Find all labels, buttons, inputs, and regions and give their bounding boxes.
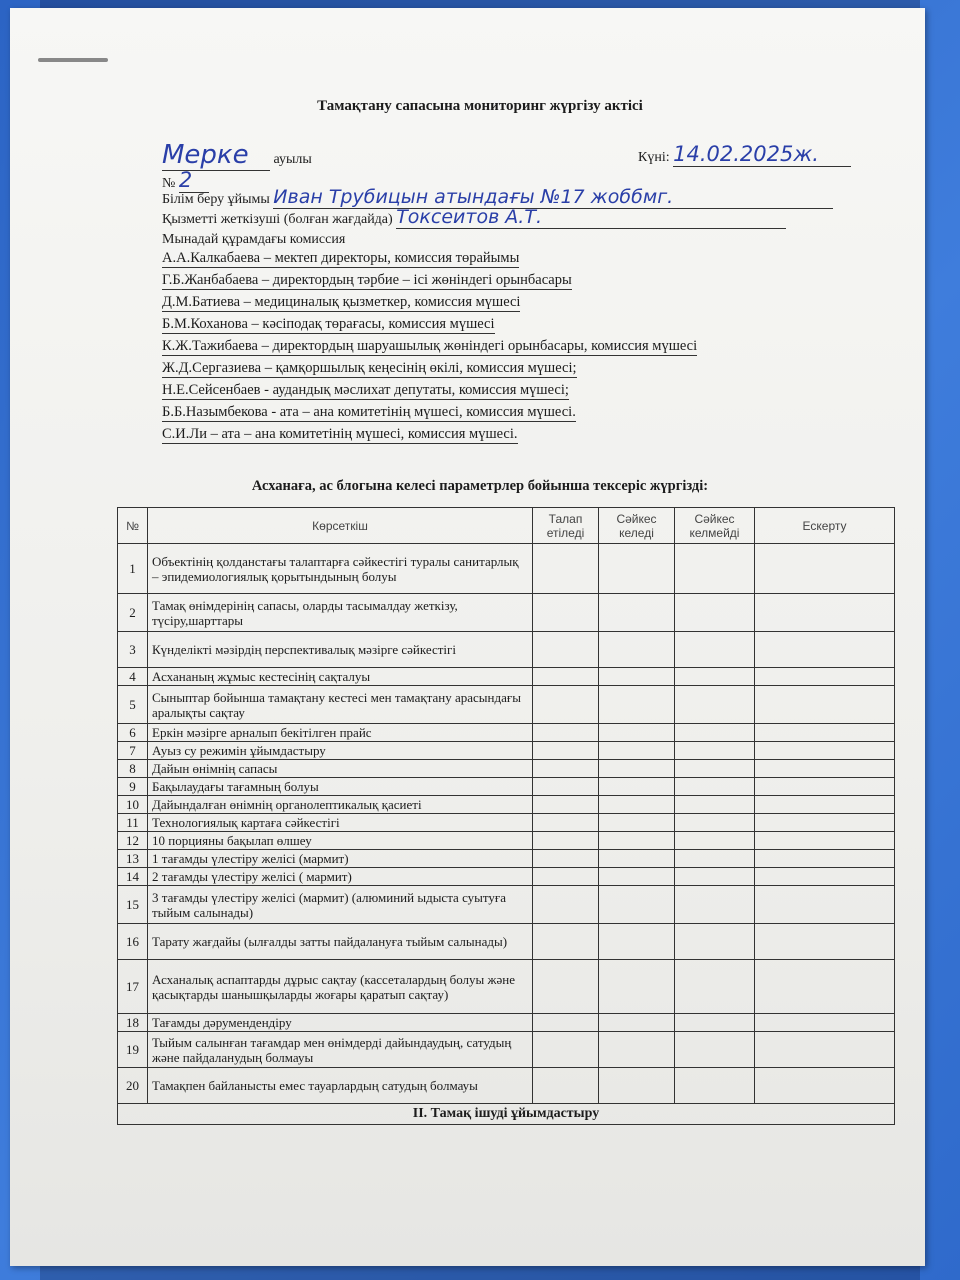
note-cell (755, 668, 895, 686)
school-label: Білім беру ұйымы (162, 192, 270, 207)
noncompliant-cell (675, 796, 755, 814)
commission-label: Мынадай құрамдағы комиссия (162, 232, 346, 247)
note-cell (755, 960, 895, 1014)
table-row (118, 960, 895, 1014)
table-row (118, 832, 895, 850)
required-cell (533, 594, 599, 632)
row-indicator: Технологиялық картаға сәйкестігі (148, 814, 533, 832)
section-title: II. Тамақ ішуді ұйымдастыру (118, 1104, 895, 1125)
compliant-cell (599, 632, 675, 668)
table-title: Асханаға, ас блогына келесі параметрлер бойынша тексеріс жүргізді: (251, 478, 709, 494)
row-indicator: Ауыз су режимін ұйымдастыру (148, 742, 533, 760)
header-compliant: Сәйкес келеді (599, 508, 675, 544)
row-indicator: Бақылаудағы тағамның болуы (148, 778, 533, 796)
row-number: 5 (118, 686, 148, 724)
compliant-cell (599, 686, 675, 724)
header-note: Ескерту (755, 508, 895, 544)
row-number: 15 (118, 886, 148, 924)
noncompliant-cell (675, 960, 755, 1014)
noncompliant-cell (675, 724, 755, 742)
required-cell (533, 796, 599, 814)
noncompliant-cell (675, 814, 755, 832)
required-cell (533, 544, 599, 594)
table-header-row (118, 508, 895, 544)
required-cell (533, 960, 599, 1014)
note-cell (755, 796, 895, 814)
table-row (118, 778, 895, 796)
date-line (638, 142, 851, 167)
number-handwritten: 2 (179, 168, 209, 193)
noncompliant-cell (675, 868, 755, 886)
required-cell (533, 886, 599, 924)
required-cell (533, 686, 599, 724)
note-cell (755, 814, 895, 832)
row-number: 13 (118, 850, 148, 868)
header-required: Талап етіледі (533, 508, 599, 544)
compliant-cell (599, 850, 675, 868)
supplier-handwritten: Токсеитов А.Т. (396, 206, 786, 229)
member-item: Г.Б.Жанбабаева – директордың тәрбие – ісі жөніндегі орынбасары (162, 272, 572, 288)
village-line (162, 140, 312, 171)
table-row (118, 594, 895, 632)
row-indicator: Асхананың жұмыс кестесінің сақталуы (148, 668, 533, 686)
member-item: С.И.Ли – ата – ана комитетінің мүшесі, комиссия мүшесі. (162, 426, 518, 442)
table-row (118, 742, 895, 760)
village-label: ауылы (273, 152, 312, 167)
row-indicator: Асханалық аспаптарды дұрыс сақтау (кассеталардың болуы және қасықтарды шанышқыларды жоғары қаратып сақтау) (148, 960, 533, 1014)
noncompliant-cell (675, 760, 755, 778)
compliant-cell (599, 1068, 675, 1104)
member-item: Б.М.Коханова – кәсіподақ төрағасы, комиссия мүшесі (162, 316, 495, 332)
row-number: 18 (118, 1014, 148, 1032)
noncompliant-cell (675, 778, 755, 796)
row-number: 19 (118, 1032, 148, 1068)
noncompliant-cell (675, 686, 755, 724)
required-cell (533, 724, 599, 742)
member-item: Ж.Д.Сергазиева – қамқоршылық кеңесінің өкілі, комиссия мүшесі; (162, 360, 577, 376)
document-title: Тамақтану сапасына мониторинг жүргізу актісі (317, 98, 643, 114)
compliant-cell (599, 1014, 675, 1032)
required-cell (533, 1032, 599, 1068)
compliant-cell (599, 924, 675, 960)
note-cell (755, 742, 895, 760)
noncompliant-cell (675, 1032, 755, 1068)
row-number: 9 (118, 778, 148, 796)
required-cell (533, 832, 599, 850)
table-row (118, 1014, 895, 1032)
compliant-cell (599, 886, 675, 924)
village-handwritten: Мерке (162, 140, 270, 171)
table-row (118, 796, 895, 814)
note-cell (755, 832, 895, 850)
inspection-table (117, 507, 895, 1125)
number-label: № (162, 176, 176, 191)
noncompliant-cell (675, 832, 755, 850)
row-number: 20 (118, 1068, 148, 1104)
required-cell (533, 668, 599, 686)
row-indicator: Тыйым салынған тағамдар мен өнімдерді дайындаудың, сатудың және пайдаланудың болмауы (148, 1032, 533, 1068)
member-item: Н.Е.Сейсенбаев - аудандық мәслихат депутаты, комиссия мүшесі; (162, 382, 569, 398)
table-row (118, 632, 895, 668)
row-indicator: Объектінің қолданстағы талаптарға сәйкестігі туралы санитарлық – эпидемиологиялық қорытындының болуы (148, 544, 533, 594)
row-number: 11 (118, 814, 148, 832)
table-row (118, 724, 895, 742)
table-row (118, 1032, 895, 1068)
noncompliant-cell (675, 850, 755, 868)
header-noncompliant: Сәйкес келмейді (675, 508, 755, 544)
row-number: 4 (118, 668, 148, 686)
table-row (118, 886, 895, 924)
note-cell (755, 868, 895, 886)
note-cell (755, 1014, 895, 1032)
table-body (118, 544, 895, 1104)
header-number: № (118, 508, 148, 544)
row-number: 7 (118, 742, 148, 760)
note-cell (755, 724, 895, 742)
member-item: Д.М.Батиева – медициналық қызметкер, комиссия мүшесі (162, 294, 521, 310)
noncompliant-cell (675, 1068, 755, 1104)
noncompliant-cell (675, 594, 755, 632)
row-indicator: Дайын өнімнің сапасы (148, 760, 533, 778)
member-item: К.Ж.Тажибаева – директордың шаруашылық жөніндегі орынбасары, комиссия мүшесі (162, 338, 698, 354)
supplier-line (162, 206, 786, 229)
row-number: 6 (118, 724, 148, 742)
date-handwritten: 14.02.2025ж. (673, 142, 851, 167)
compliant-cell (599, 868, 675, 886)
note-cell (755, 632, 895, 668)
compliant-cell (599, 814, 675, 832)
school-handwritten: Иван Трубицын атындағы №17 жоббмг. (273, 186, 833, 209)
note-cell (755, 1068, 895, 1104)
table-row (118, 1068, 895, 1104)
compliant-cell (599, 544, 675, 594)
table-row (118, 686, 895, 724)
table-row (118, 760, 895, 778)
table-row (118, 868, 895, 886)
row-indicator: Күнделікті мәзірдің перспективалық мәзірге сәйкестігі (148, 632, 533, 668)
table-row (118, 814, 895, 832)
commission-members (162, 250, 697, 448)
row-indicator: 10 порцияны бақылап өлшеу (148, 832, 533, 850)
row-indicator: Сыныптар бойынша тамақтану кестесі мен тамақтану арасындағы аралықты сақтау (148, 686, 533, 724)
row-indicator: Еркін мәзірге арналып бекітілген прайс (148, 724, 533, 742)
compliant-cell (599, 778, 675, 796)
binder-clip (38, 58, 108, 62)
compliant-cell (599, 668, 675, 686)
row-number: 10 (118, 796, 148, 814)
row-indicator: 1 тағамды үлестіру желісі (мармит) (148, 850, 533, 868)
table-row (118, 850, 895, 868)
required-cell (533, 850, 599, 868)
row-number: 1 (118, 544, 148, 594)
required-cell (533, 814, 599, 832)
row-indicator: Дайындалған өнімнің органолептикалық қасиеті (148, 796, 533, 814)
row-number: 3 (118, 632, 148, 668)
section-row (118, 1104, 895, 1125)
noncompliant-cell (675, 1014, 755, 1032)
member-item: А.А.Калкабаева – мектеп директоры, комиссия төрайымы (162, 250, 520, 266)
required-cell (533, 632, 599, 668)
note-cell (755, 760, 895, 778)
required-cell (533, 1068, 599, 1104)
supplier-label: Қызметті жеткізуші (болған жағдайда) (162, 212, 393, 227)
row-number: 2 (118, 594, 148, 632)
compliant-cell (599, 724, 675, 742)
row-indicator: Тағамды дәрумендендіру (148, 1014, 533, 1032)
compliant-cell (599, 960, 675, 1014)
compliant-cell (599, 760, 675, 778)
row-indicator: Тамақпен байланысты емес тауарлардың сатудың болмауы (148, 1068, 533, 1104)
note-cell (755, 594, 895, 632)
required-cell (533, 760, 599, 778)
row-indicator: 3 тағамды үлестіру желісі (мармит) (алюминий ыдыста суытуға тыйым салынады) (148, 886, 533, 924)
row-number: 14 (118, 868, 148, 886)
noncompliant-cell (675, 886, 755, 924)
row-indicator: Тарату жағдайы (ылғалды затты пайдалануға тыйым салынады) (148, 924, 533, 960)
row-number: 12 (118, 832, 148, 850)
noncompliant-cell (675, 668, 755, 686)
note-cell (755, 1032, 895, 1068)
note-cell (755, 850, 895, 868)
table-row (118, 544, 895, 594)
note-cell (755, 544, 895, 594)
row-indicator: 2 тағамды үлестіру желісі ( мармит) (148, 868, 533, 886)
header-indicator: Көрсеткіш (148, 508, 533, 544)
note-cell (755, 778, 895, 796)
compliant-cell (599, 832, 675, 850)
required-cell (533, 868, 599, 886)
row-number: 8 (118, 760, 148, 778)
required-cell (533, 1014, 599, 1032)
note-cell (755, 686, 895, 724)
table-row (118, 924, 895, 960)
note-cell (755, 886, 895, 924)
compliant-cell (599, 742, 675, 760)
row-number: 17 (118, 960, 148, 1014)
compliant-cell (599, 796, 675, 814)
noncompliant-cell (675, 544, 755, 594)
note-cell (755, 924, 895, 960)
noncompliant-cell (675, 632, 755, 668)
noncompliant-cell (675, 742, 755, 760)
required-cell (533, 924, 599, 960)
date-label: Күні: (638, 150, 670, 165)
required-cell (533, 742, 599, 760)
required-cell (533, 778, 599, 796)
row-indicator: Тамақ өнімдерінің сапасы, оларды тасымалдау жеткізу, түсіру,шарттары (148, 594, 533, 632)
compliant-cell (599, 594, 675, 632)
row-number: 16 (118, 924, 148, 960)
compliant-cell (599, 1032, 675, 1068)
noncompliant-cell (675, 924, 755, 960)
member-item: Б.Б.Назымбекова - ата – ана комитетінің мүшесі, комиссия мүшесі. (162, 404, 576, 420)
table-row (118, 668, 895, 686)
